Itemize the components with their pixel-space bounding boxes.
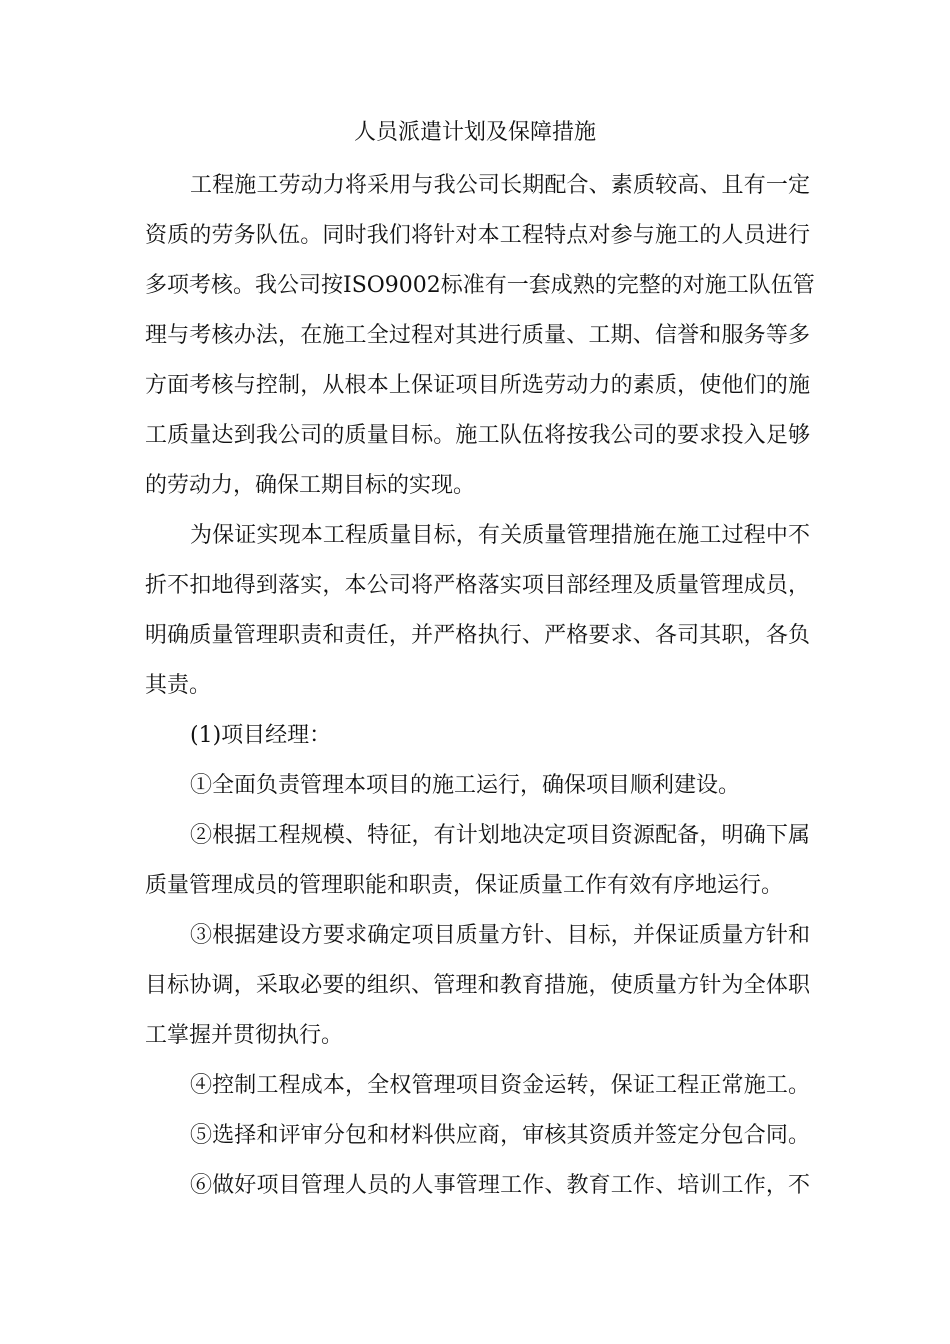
paragraph-line: 质量管理成员的管理职能和职责，保证质量工作有效有序地运行。	[145, 873, 784, 898]
paragraph-line: 目标协调，采取必要的组织、管理和教育措施，使质量方针为全体职	[145, 973, 810, 998]
list-item: ③根据建设方要求确定项目质量方针、目标，并保证质量方针和	[190, 923, 810, 948]
paragraph-line: 工掌握并贯彻执行。	[145, 1023, 344, 1048]
list-item: ⑤选择和评审分包和材料供应商，审核其资质并签定分包合同。	[190, 1123, 810, 1148]
section-heading: (1)项目经理：	[190, 723, 332, 748]
paragraph-line: 多项考核。我公司按ISO9002标准有一套成熟的完整的对施工队伍管	[145, 273, 815, 298]
paragraph-line: 的劳动力，确保工期目标的实现。	[145, 473, 476, 498]
paragraph-line: 为保证实现本工程质量目标，有关质量管理措施在施工过程中不	[190, 523, 810, 548]
paragraph-line: 资质的劳务队伍。同时我们将针对本工程特点对参与施工的人员进行	[145, 223, 810, 248]
paragraph-line: 工质量达到我公司的质量目标。施工队伍将按我公司的要求投入足够	[145, 423, 810, 448]
list-item: ②根据工程规模、特征，有计划地决定项目资源配备，明确下属	[190, 823, 810, 848]
paragraph-line: 明确质量管理职责和责任，并严格执行、严格要求、各司其职，各负	[145, 623, 810, 648]
list-item: ①全面负责管理本项目的施工运行，确保项目顺利建设。	[190, 773, 741, 798]
list-item: ④控制工程成本，全权管理项目资金运转，保证工程正常施工。	[190, 1073, 810, 1098]
document-title: 人员派遣计划及保障措施	[353, 120, 596, 145]
paragraph-line: 方面考核与控制，从根本上保证项目所选劳动力的素质，使他们的施	[145, 373, 810, 398]
paragraph-line: 工程施工劳动力将采用与我公司长期配合、素质较高、且有一定	[190, 173, 810, 198]
list-item: ⑥做好项目管理人员的人事管理工作、教育工作、培训工作，不	[190, 1173, 810, 1198]
paragraph-line: 理与考核办法，在施工全过程对其进行质量、工期、信誉和服务等多	[145, 323, 810, 348]
paragraph-line: 其责。	[145, 673, 212, 698]
paragraph-line: 折不扣地得到落实，本公司将严格落实项目部经理及质量管理成员，	[145, 573, 810, 598]
